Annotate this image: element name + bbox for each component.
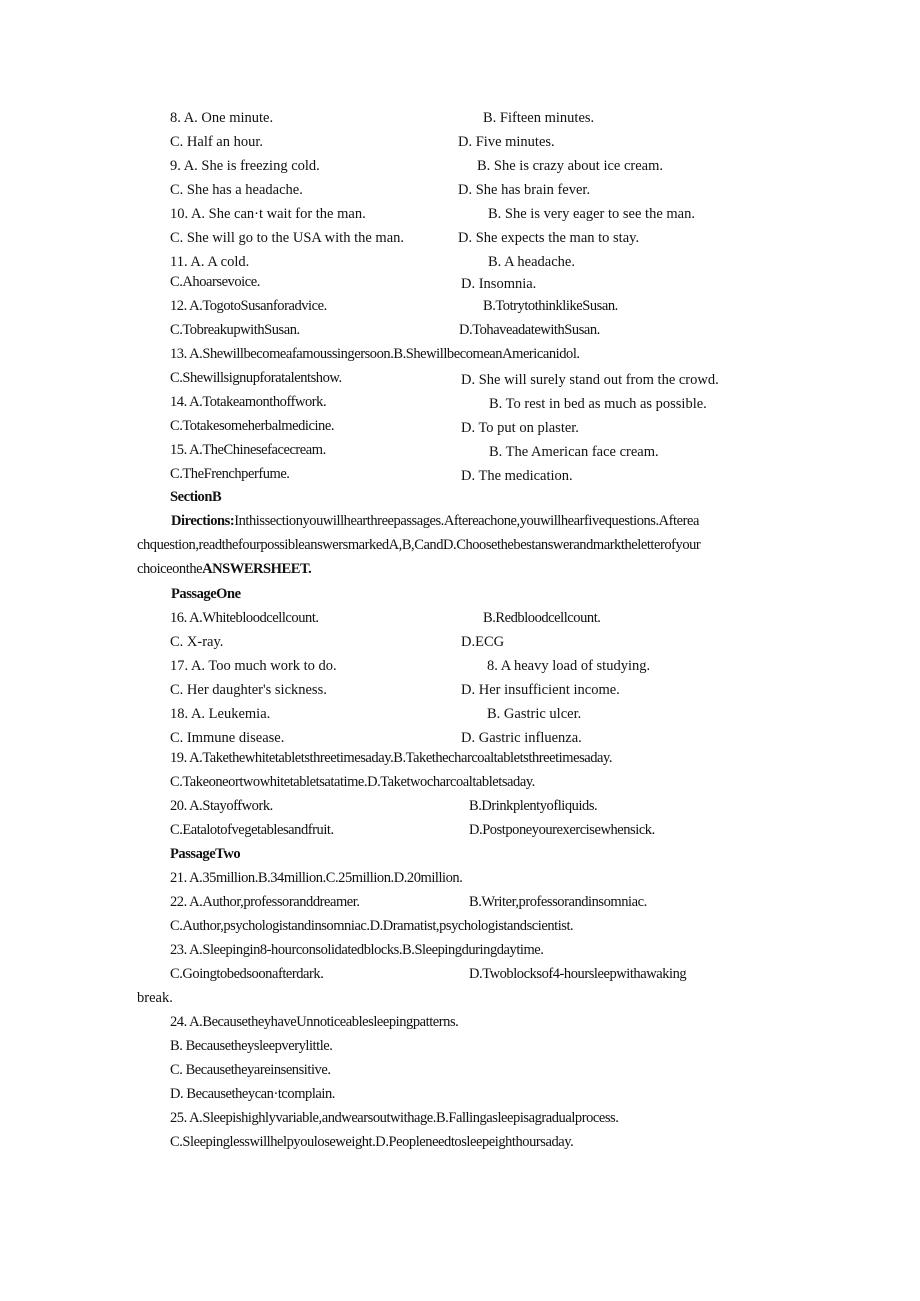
q18-option-a: 18. A. Leukemia. bbox=[170, 706, 271, 722]
q15-option-d: D. The medication. bbox=[461, 468, 573, 484]
q20-option-a: 20. A.Stayoffwork. bbox=[170, 798, 273, 814]
directions-line-1 bbox=[171, 512, 699, 530]
q17-option-c: C. Her daughter's sickness. bbox=[170, 682, 327, 698]
q14-option-b: B. To rest in bed as much as possible. bbox=[489, 396, 707, 412]
q18-option-b: B. Gastric ulcer. bbox=[487, 706, 582, 722]
q8-option-d: D. Five minutes. bbox=[458, 134, 555, 150]
q8-option-a: 8. A. One minute. bbox=[170, 110, 274, 126]
q12-option-d: D.TohaveadatewithSusan. bbox=[459, 322, 600, 338]
q8-option-b: B. Fifteen minutes. bbox=[483, 110, 595, 126]
q14-option-a: 14. A.Totakeamonthoffwork. bbox=[170, 394, 327, 410]
q11-option-d: D. Insomnia. bbox=[461, 276, 537, 292]
q12-option-a: 12. A.TogotoSusanforadvice. bbox=[170, 298, 327, 314]
q12-option-b: B.TotrytothinklikeSusan. bbox=[483, 298, 618, 314]
q22-option-b: B.Writer,professorandinsomniac. bbox=[469, 894, 647, 910]
answer-sheet-label: ANSWERSHEET. bbox=[202, 561, 312, 577]
q17-option-b: 8. A heavy load of studying. bbox=[487, 658, 651, 674]
q25-options-cd: C.Sleepinglesswillhelpyouloseweight.D.Peopleneedtosleepeighthoursaday. bbox=[170, 1134, 574, 1150]
q13-option-d: D. She will surely stand out from the crowd. bbox=[461, 372, 719, 388]
q23-option-d-continued: break. bbox=[137, 990, 173, 1006]
q11-option-a: 11. A. A cold. bbox=[170, 254, 250, 270]
q16-option-b: B.Redbloodcellcount. bbox=[483, 610, 601, 626]
passage-two-heading: PassageTwo bbox=[170, 846, 241, 862]
q14-option-c: C.Totakesomeherbalmedicine. bbox=[170, 418, 334, 434]
q16-option-d: D.ECG bbox=[461, 634, 505, 650]
q15-option-b: B. The American face cream. bbox=[489, 444, 659, 460]
q13-options-ab: 13. A.Shewillbecomeafamoussingersoon.B.ShewillbecomeanAmericanidol. bbox=[170, 346, 580, 362]
q10-option-c: C. She will go to the USA with the man. bbox=[170, 230, 405, 246]
q25-options-ab: 25. A.Sleepishighlyvariable,andwearsoutwithage.B.Fallingasleepisagradualprocess. bbox=[170, 1110, 619, 1126]
q22-options-cd: C.Author,psychologistandinsomniac.D.Dramatist,psychologistandscientist. bbox=[170, 918, 574, 934]
q9-option-b: B. She is crazy about ice cream. bbox=[477, 158, 664, 174]
q20-option-c: C.Eatalotofvegetablesandfruit. bbox=[170, 822, 334, 838]
directions-text-end: choiceonthe bbox=[137, 561, 203, 577]
directions-line-2: chquestion,readthefourpossibleanswersmarkedA,B,CandD.Choosethebestanswerandmarktheletterofyour bbox=[137, 537, 701, 553]
q16-option-c: C. X-ray. bbox=[170, 634, 224, 650]
q14-option-d: D. To put on plaster. bbox=[461, 420, 579, 436]
q10-option-b: B. She is very eager to see the man. bbox=[488, 206, 695, 222]
passage-one-heading: PassageOne bbox=[171, 586, 241, 602]
directions-label: Directions: bbox=[171, 513, 235, 529]
q23-options-ab: 23. A.Sleepingin8-hourconsolidatedblocks.B.Sleepingduringdaytime. bbox=[170, 942, 544, 958]
q18-option-c: C. Immune disease. bbox=[170, 730, 285, 746]
q15-option-c: C.TheFrenchperfume. bbox=[170, 466, 290, 482]
q17-option-a: 17. A. Too much work to do. bbox=[170, 658, 337, 674]
directions-text: Inthissectionyouwillhearthreepassages.Aftereachone,youwillhearfivequestions.Afterea bbox=[234, 513, 699, 529]
q18-option-d: D. Gastric influenza. bbox=[461, 730, 582, 746]
q23-option-c: C.Goingtobedsoonafterdark. bbox=[170, 966, 324, 982]
q11-option-c: C.Ahoarsevoice. bbox=[170, 274, 260, 290]
q9-option-c: C. She has a headache. bbox=[170, 182, 303, 198]
q23-option-d: D.Twoblocksof4-hoursleepwithawaking bbox=[469, 966, 687, 982]
q20-option-b: B.Drinkplentyofliquids. bbox=[469, 798, 598, 814]
q24-option-d: D. Becausetheycan·tcomplain. bbox=[170, 1086, 335, 1102]
q8-option-c: C. Half an hour. bbox=[170, 134, 264, 150]
q19-options-ab: 19. A.Takethewhitetabletsthreetimesaday.B.Takethecharcoaltabletsthreetimesaday. bbox=[170, 750, 613, 766]
q22-option-a: 22. A.Author,professoranddreamer. bbox=[170, 894, 360, 910]
q16-option-a: 16. A.Whitebloodcellcount. bbox=[170, 610, 319, 626]
q13-option-c: C.Shewillsignupforatalentshow. bbox=[170, 370, 342, 386]
directions-line-3 bbox=[137, 560, 311, 578]
q17-option-d: D. Her insufficient income. bbox=[461, 682, 620, 698]
q24-option-c: C. Becausetheyareinsensitive. bbox=[170, 1062, 331, 1078]
q10-option-a: 10. A. She can·t wait for the man. bbox=[170, 206, 366, 222]
q15-option-a: 15. A.TheChinesefacecream. bbox=[170, 442, 326, 458]
q10-option-d: D. She expects the man to stay. bbox=[458, 230, 640, 246]
section-b-heading: SectionB bbox=[170, 489, 222, 505]
q21-options: 21. A.35million.B.34million.C.25million.D.20million. bbox=[170, 870, 463, 886]
q24-option-a: 24. A.BecausetheyhaveUnnoticeablesleepingpatterns. bbox=[170, 1014, 459, 1030]
q20-option-d: D.Postponeyourexercisewhensick. bbox=[469, 822, 655, 838]
q12-option-c: C.TobreakupwithSusan. bbox=[170, 322, 300, 338]
q11-option-b: B. A headache. bbox=[488, 254, 575, 270]
q9-option-d: D. She has brain fever. bbox=[458, 182, 591, 198]
q19-options-cd: C.Takeoneortwowhitetabletsatatime.D.Taketwocharcoaltabletsaday. bbox=[170, 774, 535, 790]
q9-option-a: 9. A. She is freezing cold. bbox=[170, 158, 320, 174]
q24-option-b: B. Becausetheysleepverylittle. bbox=[170, 1038, 333, 1054]
